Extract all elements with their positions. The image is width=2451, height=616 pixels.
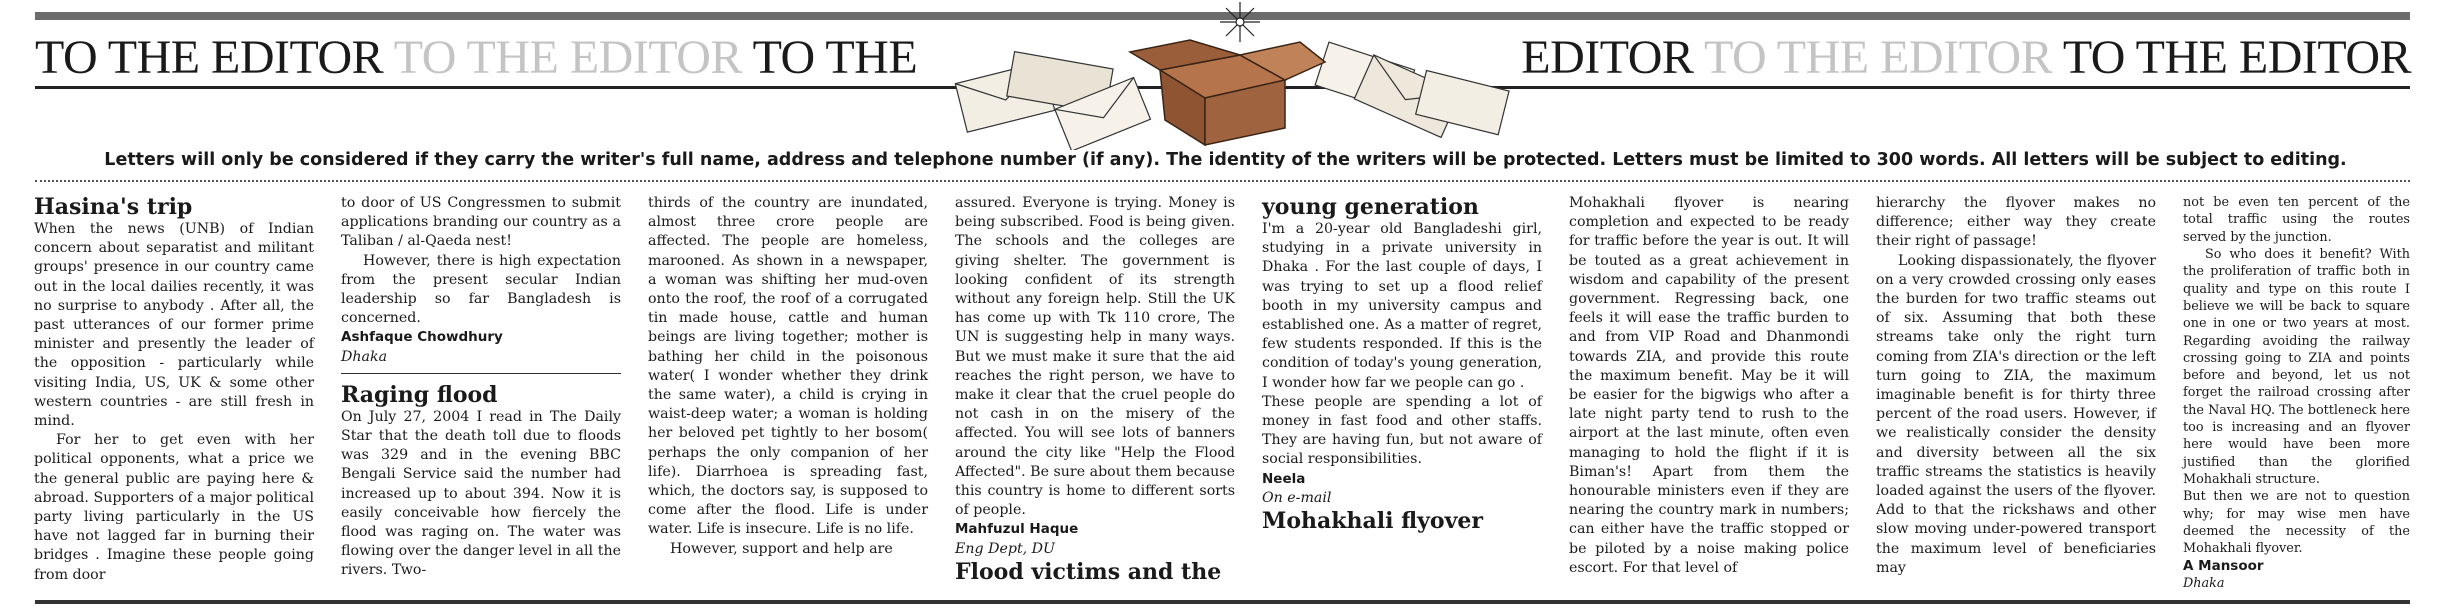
letter-location: Dhaka bbox=[2183, 575, 2225, 591]
letter-location: On e-mail bbox=[1262, 489, 1332, 506]
bottom-rule bbox=[35, 600, 2410, 604]
letter-paragraph: However, there is high expectation from the present secular Indian leadership so far Bangladesh is concerned. bbox=[341, 252, 621, 327]
banner-text: TO THE bbox=[752, 31, 918, 84]
letter-paragraph: However, support and help are bbox=[670, 540, 893, 557]
column-5 bbox=[1262, 194, 1542, 534]
letter-paragraph: not be even ten percent of the total traffic using the routes served by the junction. bbox=[2183, 195, 2410, 245]
column-6 bbox=[1569, 194, 1849, 578]
banner-right bbox=[1521, 28, 2411, 88]
letter-paragraph: I'm a 20-year old Bangladeshi girl, studying in a private university in Dhaka . For the last couple of days, I was trying to set up a flood relief booth in my university campus and established one. As a matter of regret, few students responded. If this is the condition of today's young generation, I wonder how far we people can go . bbox=[1262, 221, 1542, 391]
column-1 bbox=[34, 194, 314, 585]
letter-title: young generation bbox=[1262, 194, 1479, 220]
letter-location: Dhaka bbox=[341, 348, 388, 365]
starburst-icon bbox=[1220, 2, 1260, 42]
letter-paragraph: When the news (UNB) of Indian concern about separatist and militant groups' presence in our country came out in the local dailies recently, it was no surprise to anybody . After all, the past utterances of our former prime minister and presently the leader of the opposition - particularly while visiting India, US, UK & some other western countries - are still fresh in mind. bbox=[34, 221, 314, 430]
letter-signer: Ashfaque Chowdhury bbox=[341, 329, 503, 346]
letter-separator bbox=[341, 373, 621, 374]
letter-title: Raging flood bbox=[341, 381, 498, 408]
letter-signer: Neela bbox=[1262, 470, 1306, 487]
letter-signer: Mahfuzul Haque bbox=[955, 521, 1079, 538]
letter-location: Eng Dept, DU bbox=[955, 540, 1055, 557]
column-7 bbox=[1876, 194, 2156, 578]
letter-paragraph: On July 27, 2004 I read in The Daily Star that the death toll due to floods was 329 and in the evening BBC Bengali Service said the number had increased up to about 394. Now it is easily conceivable how fiercely the flood was raging on. The water was flowing over the danger level in all the rivers. Two- bbox=[341, 408, 621, 579]
banner-text: TO THE EDITOR bbox=[2062, 31, 2411, 84]
dotted-divider bbox=[35, 180, 2410, 182]
letter-paragraph: Looking dispassionately, the flyover on a very crowded crossing only eases the burden for two traffic steams out of six. Assuming that both these streams take only the right turn coming from ZIA's direction or the left turn going to ZIA, the maximum imaginable benefit is for thirty three percent of the road users. However, if we realistically consider the density and diversity between all the six traffic streams the statistics is heavily loaded against the users of the flyover. Add to that the rickshaws and other slow moving under-powered transport the maximum level of beneficiaries may bbox=[1876, 252, 2156, 576]
letter-title: Mohakhali flyover bbox=[1262, 508, 1483, 535]
banner-text-light: TO THE EDITOR bbox=[1704, 31, 2053, 84]
column-3 bbox=[648, 194, 928, 559]
column-4 bbox=[955, 194, 1235, 585]
letter-paragraph: These people are spending a lot of money in fast food and other staffs. They are having fun, but not aware of social responsibilities. bbox=[1262, 393, 1542, 468]
letter-paragraph: But then we are not to question why; for may wise men have deemed the necessity of the Mohakhali flyover. bbox=[2183, 489, 2410, 557]
banner-text-light: TO THE EDITOR bbox=[393, 31, 742, 84]
letter-paragraph: to door of US Congressmen to submit applications branding our country as a Taliban / al-Qaeda nest! bbox=[341, 195, 621, 250]
letter-paragraph: Mohakhali flyover is nearing completion and expected to be ready for traffic before the year is out. It will be touted as a great achievement in wisdom and capability of the present government. Regressing back, one feels it will ease the traffic burden to and from VIP Road and Dhanmondi towards ZIA, and provide this route the maximum benefit. May be it will be easier for the bigwigs who after a late night party tend to rush to the airport at the last minute, often even managing to hold the flight if it is Biman's! Apart from them the honourable ministers even if they are nearing the country mark in numbers; can either have the traffic stopped or be piloted by a noise making police escort. For that level of bbox=[1569, 195, 1849, 576]
letters-policy-notice: Letters will only be considered if they carry the writer's full name, address and telephone number (if any). The identity of the writers will be protected. Letters must be limited to 300 words. All letters will be subject to editing. bbox=[104, 150, 2347, 170]
letter-paragraph: So who does it benefit? With the proliferation of traffic both in quality and type on this route I believe we will be back to square one in one or two years at most. Regarding avoiding the railway crossing going to ZIA and points before and beyond, let us not forget the railroad crossing after the Naval HQ. The bottleneck here too is increasing and an flyover here would have been more justified than the glorified Mohakhali structure. bbox=[2183, 246, 2410, 487]
letter-paragraph: For her to get even with her political opponents, what a price we the general public are paying here & abroad. Supporters of a major political party living particularly in the US have not lagged far in burning their bridges . Imagine these people going from door bbox=[34, 432, 314, 583]
letter-paragraph: thirds of the country are inundated, almost three crore people are affected. The people are homeless, marooned. As shown in a newspaper, a woman was shifting her mud-oven onto the roof, the roof of a corrugated tin made house, cattle and human beings are living together; mother is bathing her child in the poisonous water( I wonder whether they drink the same water), a child is crying in waist-deep water; a woman is holding her beloved pet tightly to her bosom( perhaps the only companion of her life). Diarrhoea is spreading fast, which, the doctors say, is supposed to come after the flood. Life is under water. Life is insecure. Life is no life. bbox=[648, 195, 928, 538]
letter-paragraph: hierarchy the flyover makes no difference; either way they create their right of passage! bbox=[1876, 195, 2156, 250]
banner-text: TO THE EDITOR bbox=[35, 31, 384, 84]
banner-left bbox=[35, 28, 917, 88]
banner-text: EDITOR bbox=[1521, 31, 1694, 84]
column-8 bbox=[2183, 194, 2410, 592]
column-2 bbox=[341, 194, 621, 581]
letter-paragraph: assured. Everyone is trying. Money is being subscribed. Food is being given. The schools and the colleges are giving shelter. The government is looking confident of its strength without any foreign help. Still the UK has come up with Tk 110 crore, The UN is suggesting help in many ways. But we must make it sure that the aid reaches the right person, we have to make it clear that the cruel people do not cash in on the misery of the affected. You will see lots of banners around the city like "Help the Flood Affected". Be sure about them because this country is home to different sorts of people. bbox=[955, 195, 1235, 519]
letters-illustration bbox=[940, 0, 1520, 150]
letter-signer: A Mansoor bbox=[2183, 557, 2264, 574]
open-parcel-icon bbox=[1130, 40, 1325, 145]
letter-title: Hasina's trip bbox=[34, 194, 193, 220]
letter-title: Flood victims and the bbox=[955, 558, 1222, 585]
